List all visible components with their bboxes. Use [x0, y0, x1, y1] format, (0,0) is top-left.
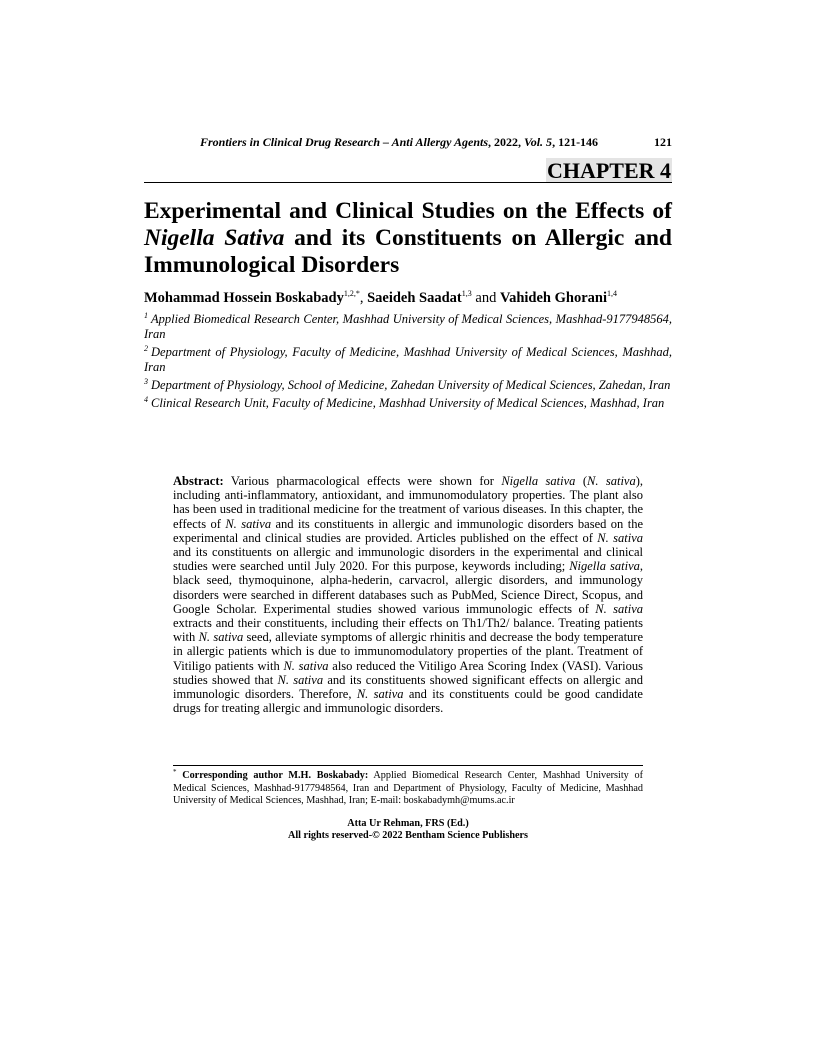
footnote-marker: * — [173, 768, 177, 776]
affiliation-text: Clinical Research Unit, Faculty of Medicine, Mashhad University of Medical Sciences, Mashhad, Iran — [151, 396, 665, 410]
footnote-text: Applied Biomedical Research Center, Mashhad University of Medical Sciences, Mashhad-9177948564, Iran and Department of Physiology, Faculty of Medicine, Mashhad University of Medical Sciences, Mashhad, Iran; E-mail: boskabadymh@mums.ac.ir — [173, 770, 643, 806]
abstract-label: Abstract: — [173, 474, 224, 488]
author-name: Vahideh Ghorani — [499, 290, 607, 306]
footnote-rule — [173, 765, 643, 766]
abstract-seg-16: also reduced the Vitiligo Area Scoring Index (VASI). Various studies showed that — [173, 658, 643, 687]
author-name: Mohammad Hossein Boskabady — [144, 290, 344, 306]
abstract-seg-4: ), including anti-inflammatory, antioxidant, and immunomodulatory properties. The plant also has been used in traditional medicine for the treatment of various diseases. In this chapter, the effects of — [173, 474, 644, 531]
affiliation-number: 1 — [144, 311, 148, 320]
affiliation-item — [144, 396, 672, 411]
abstract-seg-0: Various pharmacological effects were shown for — [223, 474, 502, 488]
corresponding-author-footnote — [173, 770, 643, 808]
abstract-seg-9: Nigella sativa — [569, 559, 640, 574]
affiliation-number: 2 — [144, 344, 148, 353]
affiliation-item — [144, 378, 672, 393]
chapter-title — [144, 198, 672, 279]
abstract-seg-8: and its constituents on allergic and immunologic disorders in the experimental and clinical studies were searched until July 2020. For this purpose, keywords including; — [173, 545, 643, 574]
page-number: 121 — [654, 135, 672, 149]
affiliation-text: Applied Biomedical Research Center, Mashhad University of Medical Sciences, Mashhad-9177948564, Iran — [144, 312, 672, 341]
author-name: Saeideh Saadat — [367, 290, 462, 306]
affiliation-number: 4 — [144, 395, 148, 404]
abstract-seg-19: N. sativa — [356, 687, 404, 702]
title-part-2: and its Constituents on Allergic and Immunological Disorders — [144, 225, 673, 278]
chapter-heading — [144, 157, 672, 185]
abstract-seg-13: N. sativa — [198, 630, 244, 645]
abstract-seg-1: Nigella sativa — [501, 474, 576, 488]
author-superscript: 1,3 — [461, 289, 472, 298]
title-part-1: Experimental and Clinical Studies on the Effects of — [144, 198, 672, 224]
author-superscript: 1,2,* — [343, 289, 360, 298]
rights-line: All rights reserved-© 2022 Bentham Science Publishers — [287, 830, 529, 841]
publisher-block — [173, 818, 643, 842]
abstract-seg-5: N. sativa — [225, 516, 272, 531]
title-italic: Nigella Sativa — [144, 225, 285, 251]
abstract — [173, 474, 643, 715]
journal-volume: Vol. 5 — [524, 135, 553, 149]
abstract-seg-2: ( — [575, 474, 587, 488]
abstract-seg-3: N. sativa — [587, 474, 636, 488]
abstract-seg-15: N. sativa — [283, 658, 329, 673]
affiliation-list — [144, 312, 672, 414]
affiliation-item — [144, 312, 672, 342]
affiliation-item — [144, 345, 672, 375]
journal-name: Frontiers in Clinical Drug Research – Anti Allergy Agents — [200, 135, 489, 149]
chapter-rule — [144, 182, 672, 183]
abstract-seg-14: seed, alleviate symptoms of allergic rhinitis and decrease the body temperature in allergic patients which is due to immunomodulatory properties of the plant. Treatment of Vitiligo patients with — [173, 630, 643, 673]
affiliation-text: Department of Physiology, School of Medicine, Zahedan University of Medical Sciences, Zahedan, Iran — [151, 378, 671, 392]
abstract-seg-11: N. sativa — [595, 601, 643, 616]
author-separator: , — [359, 290, 368, 306]
abstract-seg-18: and its constituents showed significant effects on allergic and immunologic disorders. Therefore, — [173, 672, 643, 702]
running-head — [200, 134, 672, 150]
abstract-seg-7: N. sativa — [597, 530, 643, 545]
journal-pages: , 121-146 — [552, 135, 599, 149]
abstract-seg-12: extracts and their constituents, including their effects on Th1/Th2/ balance. Treating patients with — [173, 616, 643, 645]
affiliation-text: Department of Physiology, Faculty of Medicine, Mashhad University of Medical Sciences, Mashhad, Iran — [144, 345, 672, 374]
abstract-seg-6: and its constituents in allergic and immunologic disorders based on the experimental and clinical studies are provided. Articles published on the effect of — [173, 516, 644, 545]
editor-line: Atta Ur Rehman, FRS (Ed.) — [347, 818, 469, 829]
author-list — [144, 289, 672, 307]
journal-year: , 2022, — [488, 135, 525, 149]
affiliation-number: 3 — [144, 377, 148, 386]
abstract-seg-10: , black seed, thymoquinone, alpha-hederin, carvacrol, allergic disorders, and immunology disorders were searched in different databases such as PubMed, Science Direct, Scopus, and Google Scholar. Experimental studies showed various immunologic effects of — [173, 559, 643, 616]
abstract-seg-17: N. sativa — [277, 672, 324, 687]
abstract-seg-20: and its constituents could be good candidate drugs for treating allergic and immunologic disorders. — [173, 687, 643, 716]
author-superscript: 1,4 — [607, 289, 617, 298]
footnote-label: Corresponding author M.H. Boskabady: — [176, 770, 369, 781]
author-separator: and — [471, 290, 500, 306]
chapter-label: CHAPTER 4 — [546, 158, 671, 183]
